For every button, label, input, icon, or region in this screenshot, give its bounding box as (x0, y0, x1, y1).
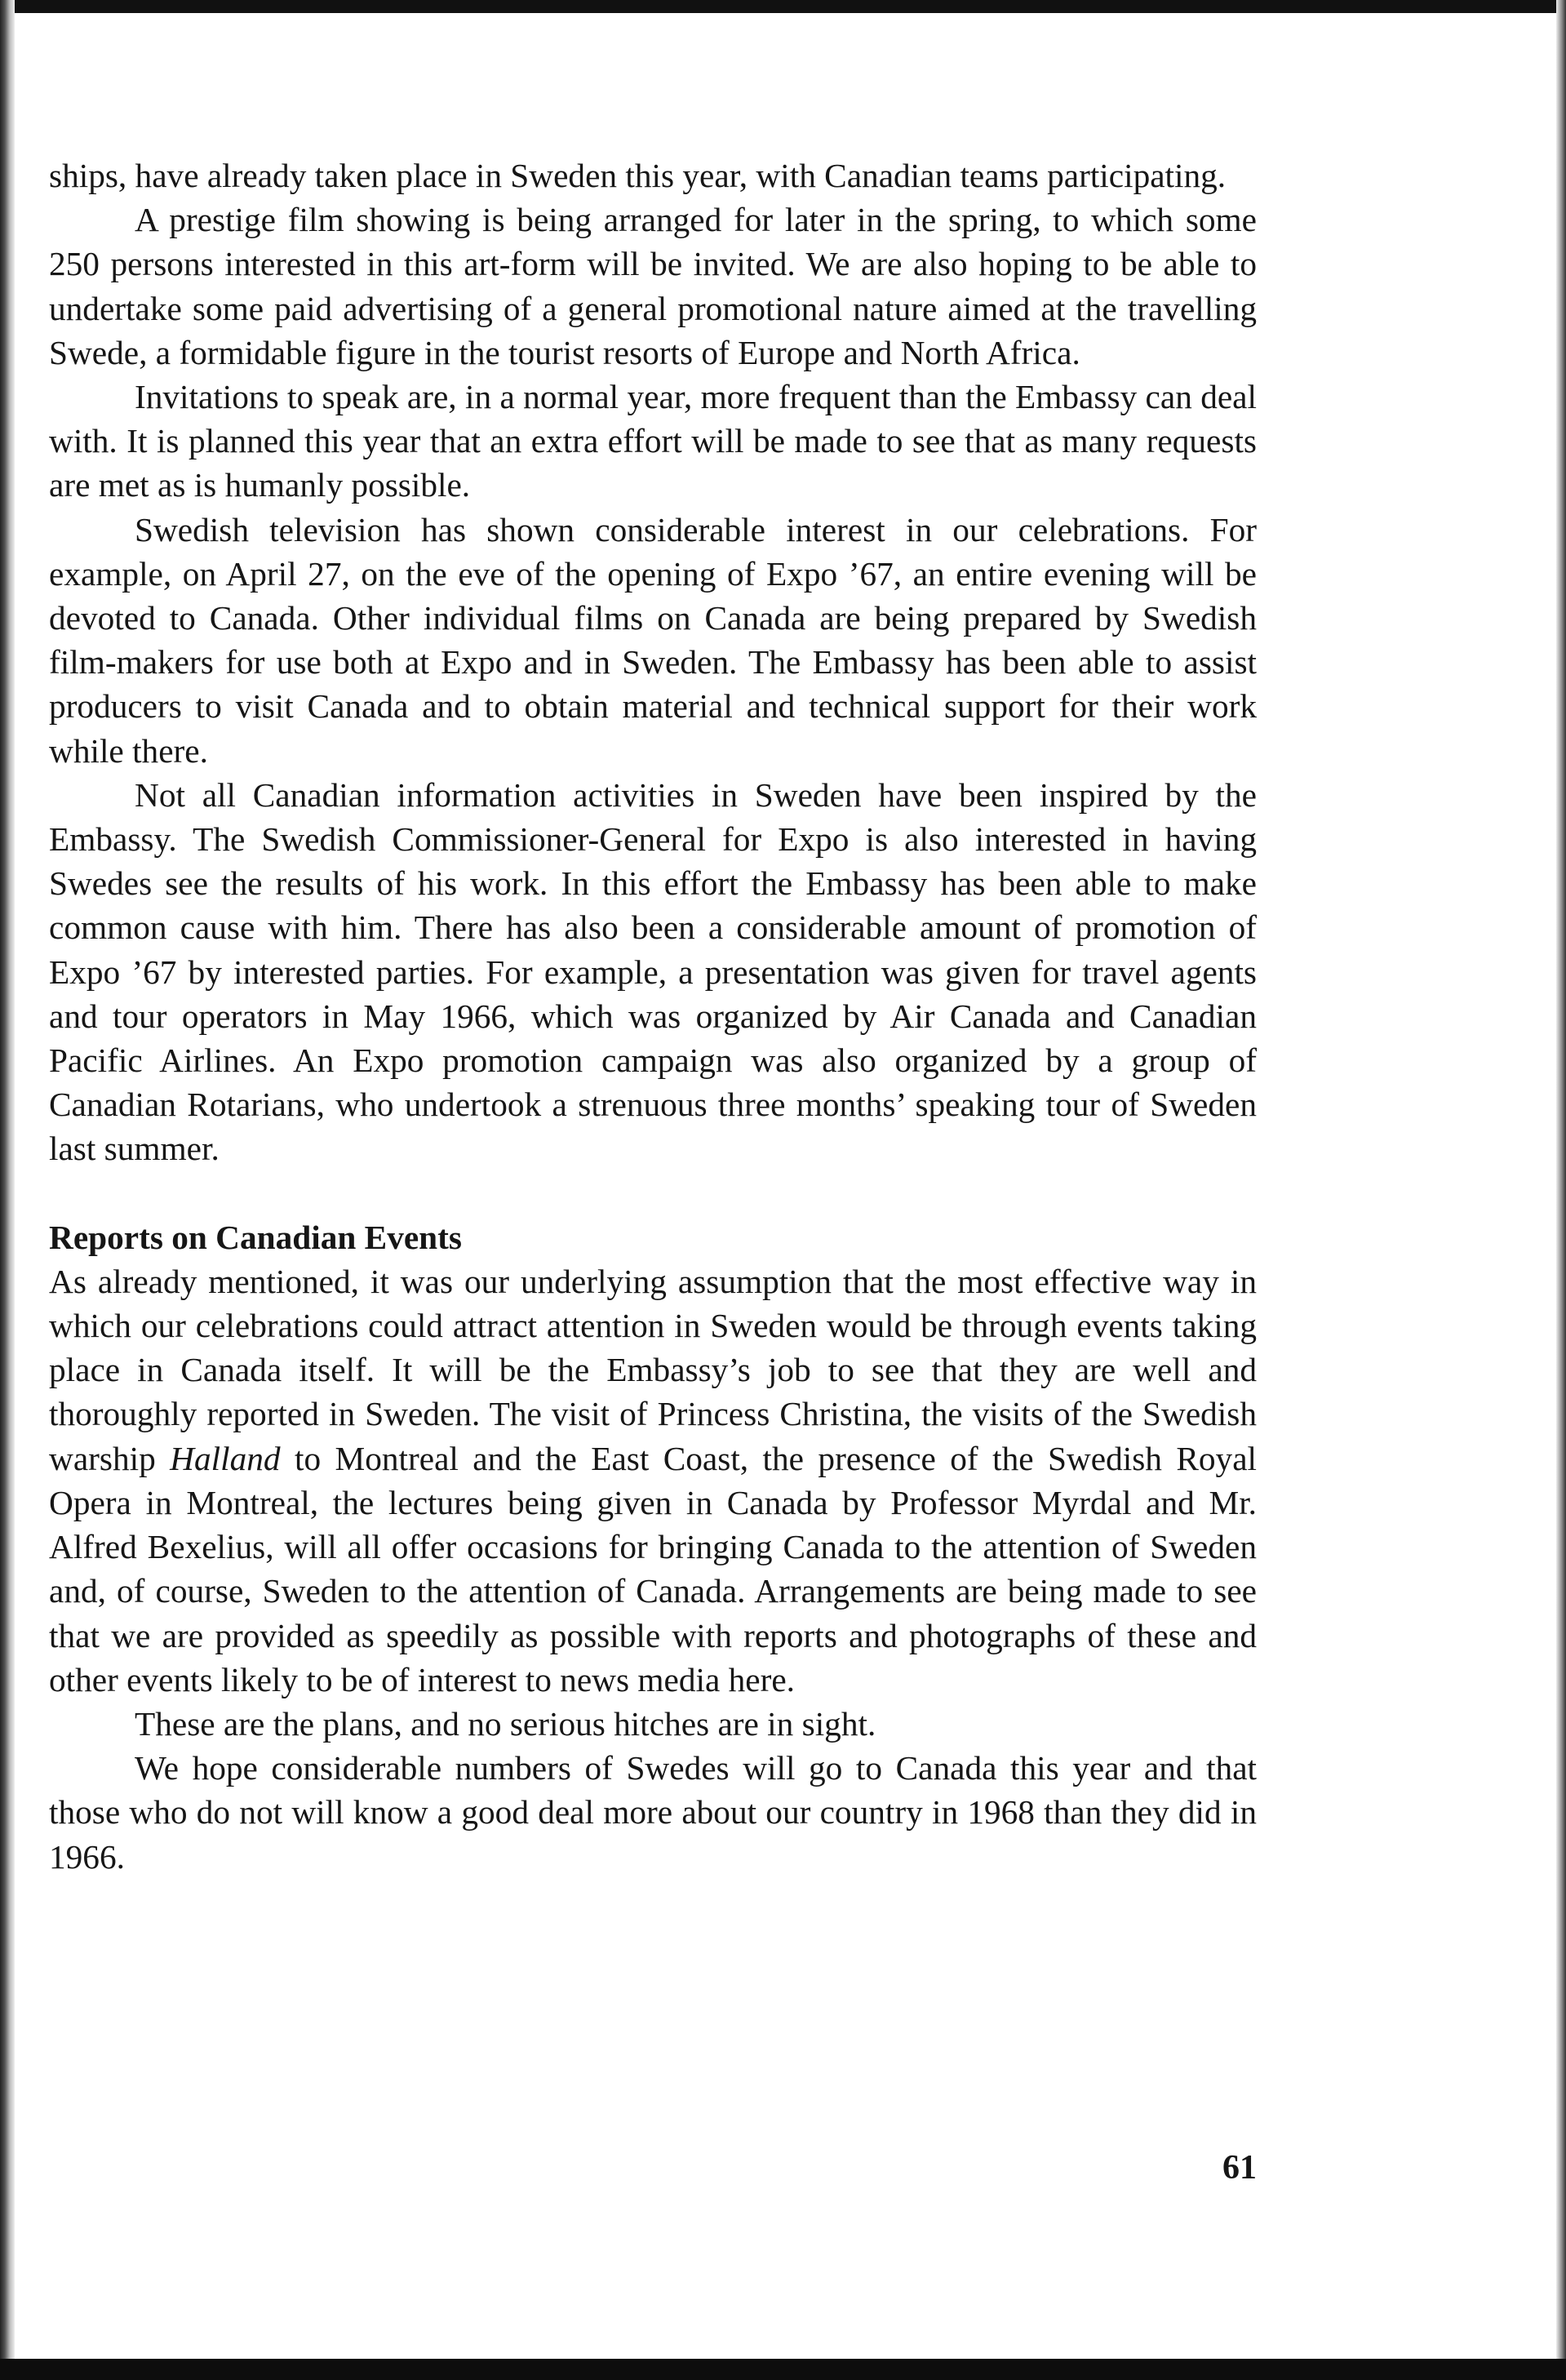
paragraph-reports (49, 1259, 1257, 1702)
section-heading: Reports on Canadian Events (49, 1218, 462, 1256)
paragraph-film-showing: A prestige film showing is being arranged for later in the spring, to which some 250 persons interested in this art-form will be invited. We are also hoping to be able to undertake some paid advertising of a general promotional nature aimed at the travelling Swede, a formidable figure in the tourist resorts of Europe and North Africa. (49, 201, 1257, 371)
scan-border-left (0, 0, 15, 2380)
paragraph-closing: We hope considerable numbers of Swedes will go to Canada this year and that those who do not will know a good deal more about our country in 1968 than they did in 1966. (49, 1749, 1257, 1876)
paragraph-reports-part-a: As already mentioned, it was our underlying assumption that the most effective way in which our celebrations could attract attention in Sweden would be through events taking place in Canada itself. It will be the Embassy’s job to see that they are well and thoroughly reported in Sweden. The visit of Princess Christina, the visits of the Swedish warship (49, 1262, 1257, 1477)
scan-border-top (0, 0, 1566, 13)
page-body (49, 153, 1257, 1879)
paragraph-television: Swedish television has shown considerable interest in our celebrations. For example, on April 27, on the eve of the opening of Expo ’67, an entire evening will be devoted to Canada. Other individual films on Canada are being prepared by Swedish film-makers for use both at Expo and in Sweden. The Embassy has been able to assist producers to visit Canada and to obtain material and technical support for their work while there. (49, 510, 1257, 770)
paragraph-other-activities: Not all Canadian information activities in Sweden have been inspired by the Embassy. The Swedish Commissioner-General for Expo is also interested in having Swedes see the results of his work. In this effort the Embassy has been able to make common cause with him. There has also been a considerable amount of promotion of Expo ’67 by interested parties. For example, a presentation was given for travel agents and tour operators in May 1966, which was organized by Air Canada and Canadian Pacific Airlines. An Expo promotion campaign was also organized by a group of Canadian Rotarians, who undertook a strenuous three months’ speaking tour of Sweden last summer. (49, 775, 1257, 1168)
paragraph-continuation: ships, have already taken place in Sweden this year, with Canadian teams participating. (49, 157, 1227, 194)
page-number: 61 (1222, 2149, 1257, 2187)
ship-name: Halland (170, 1439, 281, 1477)
scan-border-bottom (0, 2359, 1566, 2380)
scan-border-right (1556, 0, 1566, 2380)
paragraph-plans: These are the plans, and no serious hitches are in sight. (135, 1704, 876, 1743)
paragraph-invitations: Invitations to speak are, in a normal year, more frequent than the Embassy can deal with. It is planned this year that an extra effort will be made to see that as many requests are met as is humanly possible. (49, 378, 1257, 504)
paragraph-reports-part-b: to Montreal and the East Coast, the presence of the Swedish Royal Opera in Montreal, the lectures being given in Canada by Professor Myrdal and Mr. Alfred Bexelius, will all offer occasions for bringing Canada to the attention of Sweden and, of course, Sweden to the attention of Canada. Arrangements are being made to see that we are provided as speedily as possible with reports and photographs of these and other events likely to be of interest to news media here. (49, 1439, 1257, 1698)
